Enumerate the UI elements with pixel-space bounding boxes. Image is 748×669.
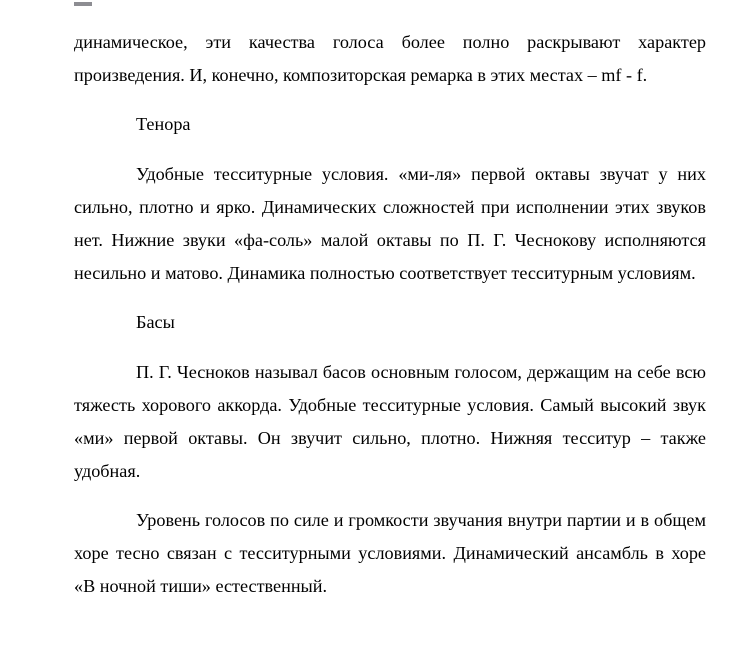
paragraph-basy: П. Г. Чесноков называл басов основным голосом, держащим на себе всю тяжесть хорового аккорда. Удобные тесситурные условия. Самый высокий звук «ми» первой октавы. Он звучит сильно, плотно. Нижняя тесситур – также удобная. <box>74 362 706 481</box>
heading-tenora: Тенора <box>136 114 191 134</box>
paragraph-tenora: Удобные тесситурные условия. «ми-ля» первой октавы звучат у них сильно, плотно и ярко. Динамических сложностей при исполнении этих звуков нет. Нижние звуки «фа-соль» малой октавы по П. Г. Чеснокову исполняются несильно и матово. Динамика полностью соответствует тесситурным условиям. <box>74 164 706 283</box>
page-header-rule-fragment <box>74 2 92 6</box>
heading-basy: Басы <box>136 312 175 332</box>
paragraph-intro: динамическое, эти качества голоса более полно раскрывают характер произведения. И, конечно, композиторская ремарка в этих местах – mf - f. <box>74 32 706 85</box>
spacer-before-basy-heading <box>74 290 706 306</box>
spacer-before-uroven-paragraph <box>74 488 706 504</box>
document-body-column <box>74 26 706 603</box>
spacer-after-basy-heading <box>74 339 706 356</box>
spacer-after-tenora-heading <box>74 141 706 158</box>
spacer-before-tenora-heading <box>74 92 706 108</box>
paragraph-uroven: Уровень голосов по силе и громкости звучания внутри партии и в общем хоре тесно связан с тесситурными условиями. Динамический ансамбль в хоре «В ночной тиши» естественный. <box>74 510 706 596</box>
